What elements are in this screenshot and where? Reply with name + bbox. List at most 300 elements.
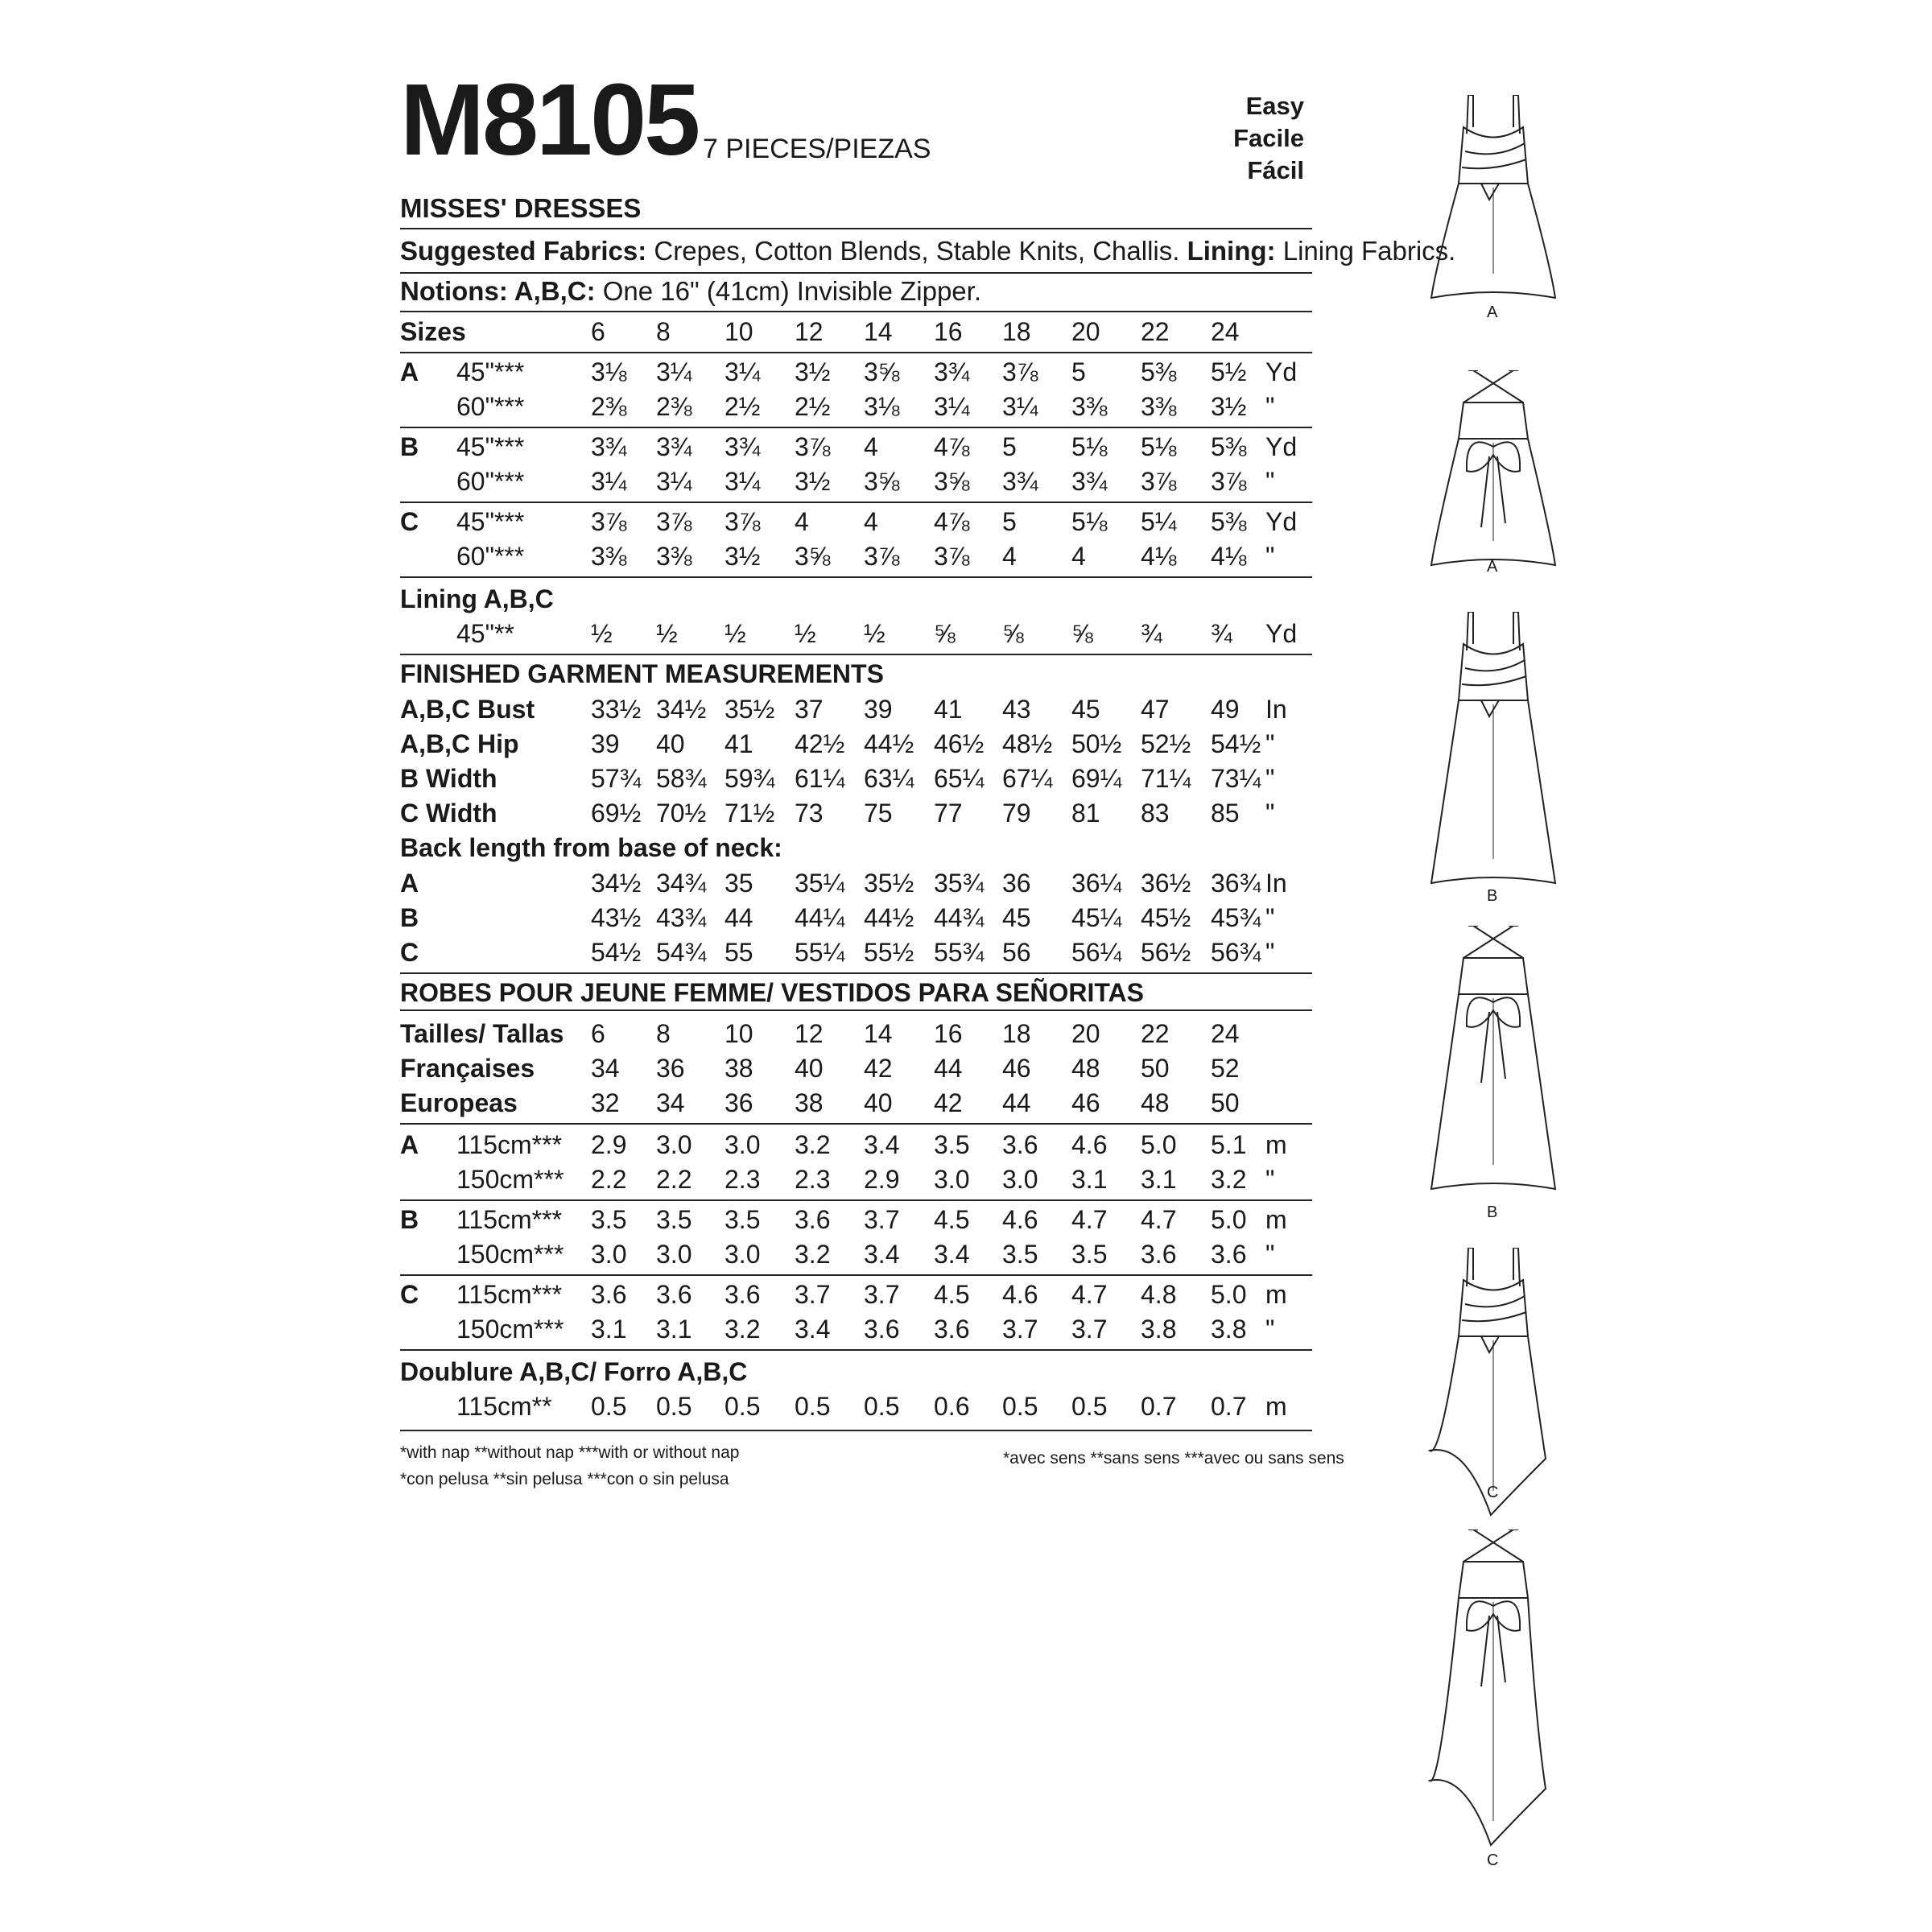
table-cell: 50 bbox=[1141, 1054, 1170, 1083]
view-drawing-a-back bbox=[1425, 370, 1562, 572]
unit-label: Yd bbox=[1265, 619, 1298, 648]
table-cell: 46½ bbox=[934, 729, 985, 758]
table-cell: 4⅞ bbox=[934, 432, 970, 461]
table-cell: 0.5 bbox=[656, 1392, 692, 1421]
table-cell: 0.7 bbox=[1141, 1392, 1177, 1421]
table-cell: 3¼ bbox=[724, 357, 761, 386]
divider bbox=[400, 1430, 1312, 1431]
table-cell: 5.0 bbox=[1211, 1280, 1247, 1309]
table-cell: 20 bbox=[1071, 317, 1100, 346]
view-label: C bbox=[400, 507, 419, 536]
unit-label: Yd bbox=[1265, 432, 1298, 461]
table-cell: ½ bbox=[591, 619, 613, 648]
lining-label: Lining: bbox=[1187, 236, 1276, 266]
table-cell: 4.5 bbox=[934, 1280, 970, 1309]
table-cell: ½ bbox=[864, 619, 886, 648]
table-cell: 73¼ bbox=[1211, 764, 1261, 793]
fabrics-text: Crepes, Cotton Blends, Stable Knits, Challis. bbox=[654, 236, 1180, 266]
unit-label: " bbox=[1265, 392, 1275, 421]
table-cell: 45¾ bbox=[1211, 903, 1261, 932]
table-cell: 4.6 bbox=[1071, 1130, 1108, 1159]
table-cell: 55¾ bbox=[934, 938, 985, 967]
table-cell: 3.7 bbox=[1071, 1315, 1108, 1344]
divider bbox=[400, 654, 1312, 655]
table-cell: 3¾ bbox=[656, 432, 692, 461]
fabric-width: 150cm*** bbox=[456, 1240, 564, 1269]
table-cell: 43 bbox=[1002, 695, 1031, 724]
fabric-width: 115cm** bbox=[456, 1392, 552, 1421]
table-cell: 3.1 bbox=[591, 1315, 627, 1344]
table-cell: 55¼ bbox=[795, 938, 845, 967]
view-label: A bbox=[400, 1130, 419, 1159]
table-cell: 2½ bbox=[795, 392, 831, 421]
table-cell: 46 bbox=[1071, 1088, 1100, 1117]
table-cell: 5¼ bbox=[1141, 507, 1177, 536]
table-cell: 43¾ bbox=[656, 903, 707, 932]
table-cell: 36 bbox=[1002, 869, 1031, 898]
table-cell: 5 bbox=[1002, 432, 1017, 461]
table-cell: 4.7 bbox=[1071, 1205, 1108, 1234]
table-cell: 79 bbox=[1002, 799, 1031, 828]
table-cell: 3.4 bbox=[864, 1240, 900, 1269]
table-cell: 3.2 bbox=[795, 1240, 831, 1269]
table-cell: 42 bbox=[934, 1088, 963, 1117]
table-cell: 5½ bbox=[1211, 357, 1247, 386]
table-cell: 4⅞ bbox=[934, 507, 970, 536]
table-cell: 56¾ bbox=[1211, 938, 1261, 967]
table-cell: 50 bbox=[1211, 1088, 1240, 1117]
table-cell: 58¾ bbox=[656, 764, 707, 793]
table-cell: 70½ bbox=[656, 799, 707, 828]
metric-lining-label: Doublure A,B,C/ Forro A,B,C bbox=[400, 1357, 748, 1386]
table-cell: 4 bbox=[864, 432, 878, 461]
table-cell: 4⅛ bbox=[1141, 542, 1177, 571]
table-cell: 3⅞ bbox=[1141, 467, 1177, 496]
suggested-fabrics bbox=[400, 236, 1455, 266]
difficulty-es: Fácil bbox=[1247, 156, 1304, 184]
metric-title: ROBES POUR JEUNE FEMME/ VESTIDOS PARA SEÑORITAS bbox=[400, 978, 1144, 1007]
table-cell: 44¾ bbox=[934, 903, 985, 932]
table-cell: 41 bbox=[724, 729, 753, 758]
category-title: MISSES' DRESSES bbox=[400, 193, 642, 223]
table-cell: 3⅞ bbox=[1211, 467, 1247, 496]
table-cell: 61¼ bbox=[795, 764, 845, 793]
divider bbox=[400, 1009, 1312, 1011]
table-cell: 3¼ bbox=[656, 357, 692, 386]
table-cell: 3.4 bbox=[864, 1130, 900, 1159]
table-cell: 3.0 bbox=[656, 1240, 692, 1269]
table-cell: 44 bbox=[724, 903, 753, 932]
table-cell: 6 bbox=[591, 317, 605, 346]
unit-label: " bbox=[1265, 938, 1275, 967]
table-cell: 54¾ bbox=[656, 938, 707, 967]
table-cell: 48 bbox=[1141, 1088, 1170, 1117]
table-cell: 2.3 bbox=[724, 1165, 761, 1194]
table-cell: 49 bbox=[1211, 695, 1240, 724]
table-cell: 3⅞ bbox=[864, 542, 900, 571]
footnote-french: *avec sens **sans sens ***avec ou sans sens bbox=[1003, 1449, 1344, 1468]
table-cell: 67¼ bbox=[1002, 764, 1053, 793]
divider bbox=[400, 427, 1312, 428]
table-cell: 3¾ bbox=[724, 432, 761, 461]
table-cell: 3⅝ bbox=[795, 542, 831, 571]
table-cell: 3.4 bbox=[934, 1240, 970, 1269]
table-cell: 41 bbox=[934, 695, 963, 724]
table-cell: 3.2 bbox=[795, 1130, 831, 1159]
unit-label: " bbox=[1265, 467, 1275, 496]
table-cell: 4.6 bbox=[1002, 1205, 1038, 1234]
divider bbox=[400, 972, 1312, 974]
table-cell: 0.5 bbox=[724, 1392, 761, 1421]
table-cell: ⅝ bbox=[934, 619, 956, 648]
unit-label: " bbox=[1265, 764, 1275, 793]
table-cell: 3.1 bbox=[1071, 1165, 1108, 1194]
table-cell: 3⅜ bbox=[591, 542, 627, 571]
divider bbox=[400, 311, 1312, 312]
table-cell: 4 bbox=[864, 507, 878, 536]
table-cell: 42½ bbox=[795, 729, 845, 758]
fabric-width: 45"*** bbox=[456, 357, 525, 386]
table-cell: 48 bbox=[1071, 1054, 1100, 1083]
table-cell: 50½ bbox=[1071, 729, 1122, 758]
table-cell: 44½ bbox=[864, 729, 914, 758]
view-drawing-b-front bbox=[1425, 612, 1562, 890]
table-cell: 5⅛ bbox=[1071, 507, 1108, 536]
table-cell: 4 bbox=[795, 507, 809, 536]
unit-label: m bbox=[1265, 1205, 1287, 1234]
table-cell: 69½ bbox=[591, 799, 642, 828]
fabric-width: 115cm*** bbox=[456, 1280, 563, 1309]
table-cell: 0.5 bbox=[864, 1392, 900, 1421]
table-cell: 4.6 bbox=[1002, 1280, 1038, 1309]
size-row-label: Françaises bbox=[400, 1054, 535, 1083]
unit-label: In bbox=[1265, 695, 1287, 724]
notions-label: Notions: A,B,C: bbox=[400, 276, 596, 306]
pattern-number: M8105 bbox=[400, 63, 699, 176]
table-cell: ¾ bbox=[1211, 619, 1232, 648]
table-cell: 54½ bbox=[1211, 729, 1261, 758]
table-cell: 22 bbox=[1141, 317, 1170, 346]
table-cell: 3⅞ bbox=[934, 542, 970, 571]
table-cell: 3¼ bbox=[1002, 392, 1038, 421]
table-cell: 5⅛ bbox=[1071, 432, 1108, 461]
table-cell: 3½ bbox=[1211, 392, 1247, 421]
table-cell: 55½ bbox=[864, 938, 914, 967]
table-cell: 3.8 bbox=[1141, 1315, 1177, 1344]
difficulty-en: Easy bbox=[1245, 92, 1304, 120]
unit-label: Yd bbox=[1265, 357, 1298, 386]
table-cell: 4.5 bbox=[934, 1205, 970, 1234]
unit-label: " bbox=[1265, 799, 1275, 828]
fabric-width: 45"*** bbox=[456, 432, 525, 461]
table-cell: 44 bbox=[934, 1054, 963, 1083]
divider bbox=[400, 1123, 1312, 1125]
unit-label: " bbox=[1265, 903, 1275, 932]
table-cell: 2½ bbox=[724, 392, 761, 421]
back-length-title: Back length from base of neck: bbox=[400, 833, 782, 862]
table-cell: 3⅜ bbox=[1141, 392, 1177, 421]
table-cell: 3⅞ bbox=[1002, 357, 1038, 386]
table-cell: 3¾ bbox=[934, 357, 970, 386]
finished-measurements-title: FINISHED GARMENT MEASUREMENTS bbox=[400, 659, 884, 688]
table-cell: 3.7 bbox=[1002, 1315, 1038, 1344]
view-drawing-c-front bbox=[1425, 1248, 1562, 1521]
table-cell: 34½ bbox=[656, 695, 707, 724]
table-cell: 0.7 bbox=[1211, 1392, 1247, 1421]
footnote-spanish: *con pelusa **sin pelusa ***con o sin pelusa bbox=[400, 1470, 729, 1488]
size-row-label: Tailles/ Tallas bbox=[400, 1019, 564, 1048]
table-cell: 3⅞ bbox=[795, 432, 831, 461]
table-cell: 0.5 bbox=[1002, 1392, 1038, 1421]
table-cell: 33½ bbox=[591, 695, 642, 724]
table-cell: 45¼ bbox=[1071, 903, 1122, 932]
view-label: C bbox=[400, 1280, 419, 1309]
fabric-width: 115cm*** bbox=[456, 1130, 563, 1159]
table-cell: ⅝ bbox=[1071, 619, 1093, 648]
table-cell: 3.5 bbox=[656, 1205, 692, 1234]
unit-label: m bbox=[1265, 1130, 1287, 1159]
table-cell: 3.5 bbox=[1002, 1240, 1038, 1269]
table-cell: 73 bbox=[795, 799, 824, 828]
view-drawing-b-back bbox=[1425, 926, 1562, 1195]
table-cell: 32 bbox=[591, 1088, 620, 1117]
table-cell: 24 bbox=[1211, 317, 1240, 346]
unit-label: " bbox=[1265, 1240, 1275, 1269]
unit-label: " bbox=[1265, 542, 1275, 571]
table-cell: 3.6 bbox=[591, 1280, 627, 1309]
divider bbox=[400, 576, 1312, 578]
table-cell: 3.0 bbox=[656, 1130, 692, 1159]
measurement-label: A,B,C Bust bbox=[400, 695, 535, 724]
table-cell: 38 bbox=[724, 1054, 753, 1083]
view-drawing-label: A bbox=[1487, 558, 1498, 576]
table-cell: 2⅜ bbox=[656, 392, 692, 421]
table-cell: 5.0 bbox=[1211, 1205, 1247, 1234]
table-cell: 3½ bbox=[795, 467, 831, 496]
table-cell: 47 bbox=[1141, 695, 1170, 724]
table-cell: 0.5 bbox=[1071, 1392, 1108, 1421]
table-cell: 18 bbox=[1002, 1019, 1031, 1048]
table-cell: 54½ bbox=[591, 938, 642, 967]
divider bbox=[400, 272, 1312, 274]
table-cell: 2.3 bbox=[795, 1165, 831, 1194]
table-cell: 5⅜ bbox=[1211, 432, 1247, 461]
table-cell: 44¼ bbox=[795, 903, 845, 932]
table-cell: 3.6 bbox=[864, 1315, 900, 1344]
table-cell: 3⅛ bbox=[864, 392, 900, 421]
table-cell: 65¼ bbox=[934, 764, 985, 793]
fabric-width: 45"** bbox=[456, 619, 514, 648]
table-cell: 4⅛ bbox=[1211, 542, 1247, 571]
table-cell: 3.4 bbox=[795, 1315, 831, 1344]
table-cell: 3.6 bbox=[724, 1280, 761, 1309]
table-cell: 3⅝ bbox=[864, 357, 900, 386]
table-cell: 34 bbox=[656, 1088, 685, 1117]
table-cell: 34½ bbox=[591, 869, 642, 898]
table-cell: 2.2 bbox=[656, 1165, 692, 1194]
table-cell: 3⅞ bbox=[656, 507, 692, 536]
table-cell: 3.5 bbox=[591, 1205, 627, 1234]
table-cell: 3.6 bbox=[934, 1315, 970, 1344]
table-cell: 40 bbox=[864, 1088, 893, 1117]
table-cell: 44½ bbox=[864, 903, 914, 932]
table-cell: 2.2 bbox=[591, 1165, 627, 1194]
table-cell: 3.1 bbox=[1141, 1165, 1177, 1194]
table-cell: 10 bbox=[724, 1019, 753, 1048]
table-cell: 34 bbox=[591, 1054, 620, 1083]
table-cell: 10 bbox=[724, 317, 753, 346]
table-cell: 3¾ bbox=[1002, 467, 1038, 496]
view-drawing-label: A bbox=[1487, 303, 1498, 321]
table-cell: 85 bbox=[1211, 799, 1240, 828]
table-cell: 6 bbox=[591, 1019, 605, 1048]
unit-label: In bbox=[1265, 869, 1287, 898]
table-cell: 3.6 bbox=[1141, 1240, 1177, 1269]
view-label: B bbox=[400, 1205, 419, 1234]
unit-label: Yd bbox=[1265, 507, 1298, 536]
table-cell: ½ bbox=[795, 619, 816, 648]
table-cell: 36½ bbox=[1141, 869, 1191, 898]
table-cell: 34¾ bbox=[656, 869, 707, 898]
table-cell: 69¼ bbox=[1071, 764, 1122, 793]
table-cell: 3.8 bbox=[1211, 1315, 1247, 1344]
table-cell: 5.1 bbox=[1211, 1130, 1247, 1159]
table-cell: 71¼ bbox=[1141, 764, 1191, 793]
table-cell: 18 bbox=[1002, 317, 1031, 346]
table-cell: 52½ bbox=[1141, 729, 1191, 758]
table-cell: ½ bbox=[724, 619, 746, 648]
table-cell: 3⅜ bbox=[656, 542, 692, 571]
table-cell: ½ bbox=[656, 619, 678, 648]
fabrics-label: Suggested Fabrics: bbox=[400, 236, 647, 266]
divider bbox=[400, 502, 1312, 503]
table-cell: 3¼ bbox=[934, 392, 970, 421]
unit-label: " bbox=[1265, 1165, 1275, 1194]
table-cell: 3.6 bbox=[1211, 1240, 1247, 1269]
sizes-label: Sizes bbox=[400, 317, 466, 346]
table-cell: 63¼ bbox=[864, 764, 914, 793]
unit-label: " bbox=[1265, 1315, 1275, 1344]
table-cell: 46 bbox=[1002, 1054, 1031, 1083]
table-cell: 8 bbox=[656, 317, 671, 346]
view-drawing-label: B bbox=[1487, 887, 1498, 905]
unit-label: " bbox=[1265, 729, 1275, 758]
measurement-label: A,B,C Hip bbox=[400, 729, 519, 758]
table-cell: 5 bbox=[1071, 357, 1086, 386]
table-cell: 35¾ bbox=[934, 869, 985, 898]
table-cell: 3.0 bbox=[591, 1240, 627, 1269]
view-label: A bbox=[400, 869, 419, 898]
table-cell: 35½ bbox=[864, 869, 914, 898]
table-cell: 3¾ bbox=[591, 432, 627, 461]
table-cell: 45 bbox=[1002, 903, 1031, 932]
table-cell: 40 bbox=[795, 1054, 824, 1083]
table-cell: 3.0 bbox=[724, 1240, 761, 1269]
table-cell: 36¾ bbox=[1211, 869, 1261, 898]
table-cell: 3⅝ bbox=[934, 467, 970, 496]
table-cell: 0.5 bbox=[591, 1392, 627, 1421]
view-label: A bbox=[400, 357, 419, 386]
view-drawing-label: C bbox=[1487, 1852, 1499, 1869]
table-cell: 3.1 bbox=[656, 1315, 692, 1344]
table-cell: 5.0 bbox=[1141, 1130, 1177, 1159]
table-cell: 3¾ bbox=[1071, 467, 1108, 496]
table-cell: 40 bbox=[656, 729, 685, 758]
table-cell: 35½ bbox=[724, 695, 775, 724]
table-cell: 14 bbox=[864, 317, 893, 346]
table-cell: 3.5 bbox=[724, 1205, 761, 1234]
table-cell: 24 bbox=[1211, 1019, 1240, 1048]
table-cell: 8 bbox=[656, 1019, 671, 1048]
table-cell: 39 bbox=[591, 729, 620, 758]
unit-label: m bbox=[1265, 1392, 1287, 1421]
difficulty-fr: Facile bbox=[1233, 124, 1304, 152]
table-cell: 38 bbox=[795, 1088, 824, 1117]
table-cell: 3⅞ bbox=[724, 507, 761, 536]
notions bbox=[400, 276, 981, 307]
table-cell: 52 bbox=[1211, 1054, 1240, 1083]
table-cell: 3.6 bbox=[656, 1280, 692, 1309]
fabric-width: 150cm*** bbox=[456, 1165, 564, 1194]
table-cell: 3⅞ bbox=[591, 507, 627, 536]
table-cell: 43½ bbox=[591, 903, 642, 932]
table-cell: 71½ bbox=[724, 799, 775, 828]
divider bbox=[400, 1274, 1312, 1276]
table-cell: 12 bbox=[795, 317, 824, 346]
lining-label: Lining A,B,C bbox=[400, 584, 554, 613]
table-cell: 4 bbox=[1071, 542, 1086, 571]
table-cell: ¾ bbox=[1141, 619, 1162, 648]
divider bbox=[400, 1349, 1312, 1351]
view-drawing-a-front bbox=[1425, 95, 1562, 304]
table-cell: 3.6 bbox=[1002, 1130, 1038, 1159]
table-cell: ⅝ bbox=[1002, 619, 1024, 648]
size-row-label: Europeas bbox=[400, 1088, 518, 1117]
table-cell: 5⅛ bbox=[1141, 432, 1177, 461]
measurement-label: C Width bbox=[400, 799, 497, 828]
view-label: B bbox=[400, 432, 419, 461]
table-cell: 3½ bbox=[724, 542, 761, 571]
table-cell: 3½ bbox=[795, 357, 831, 386]
divider bbox=[400, 1199, 1312, 1201]
table-cell: 77 bbox=[934, 799, 963, 828]
table-cell: 83 bbox=[1141, 799, 1170, 828]
table-cell: 75 bbox=[864, 799, 893, 828]
table-cell: 36 bbox=[724, 1088, 753, 1117]
view-label: B bbox=[400, 903, 419, 932]
table-cell: 3.0 bbox=[724, 1130, 761, 1159]
table-cell: 3⅛ bbox=[591, 357, 627, 386]
table-cell: 37 bbox=[795, 695, 824, 724]
fabric-width: 60"*** bbox=[456, 467, 525, 496]
table-cell: 3.7 bbox=[864, 1280, 900, 1309]
table-cell: 39 bbox=[864, 695, 893, 724]
view-label: C bbox=[400, 938, 419, 967]
table-cell: 4 bbox=[1002, 542, 1017, 571]
table-cell: 3¼ bbox=[724, 467, 761, 496]
table-cell: 3.2 bbox=[1211, 1165, 1247, 1194]
table-cell: 48½ bbox=[1002, 729, 1053, 758]
piece-count: 7 PIECES/PIEZAS bbox=[703, 134, 931, 164]
fabric-width: 115cm*** bbox=[456, 1205, 563, 1234]
notions-text: One 16" (41cm) Invisible Zipper. bbox=[602, 276, 981, 306]
fabric-width: 45"*** bbox=[456, 507, 525, 536]
fabric-width: 60"*** bbox=[456, 392, 525, 421]
table-cell: 45 bbox=[1071, 695, 1100, 724]
table-cell: 35 bbox=[724, 869, 753, 898]
table-cell: 3.7 bbox=[795, 1280, 831, 1309]
table-cell: 56 bbox=[1002, 938, 1031, 967]
